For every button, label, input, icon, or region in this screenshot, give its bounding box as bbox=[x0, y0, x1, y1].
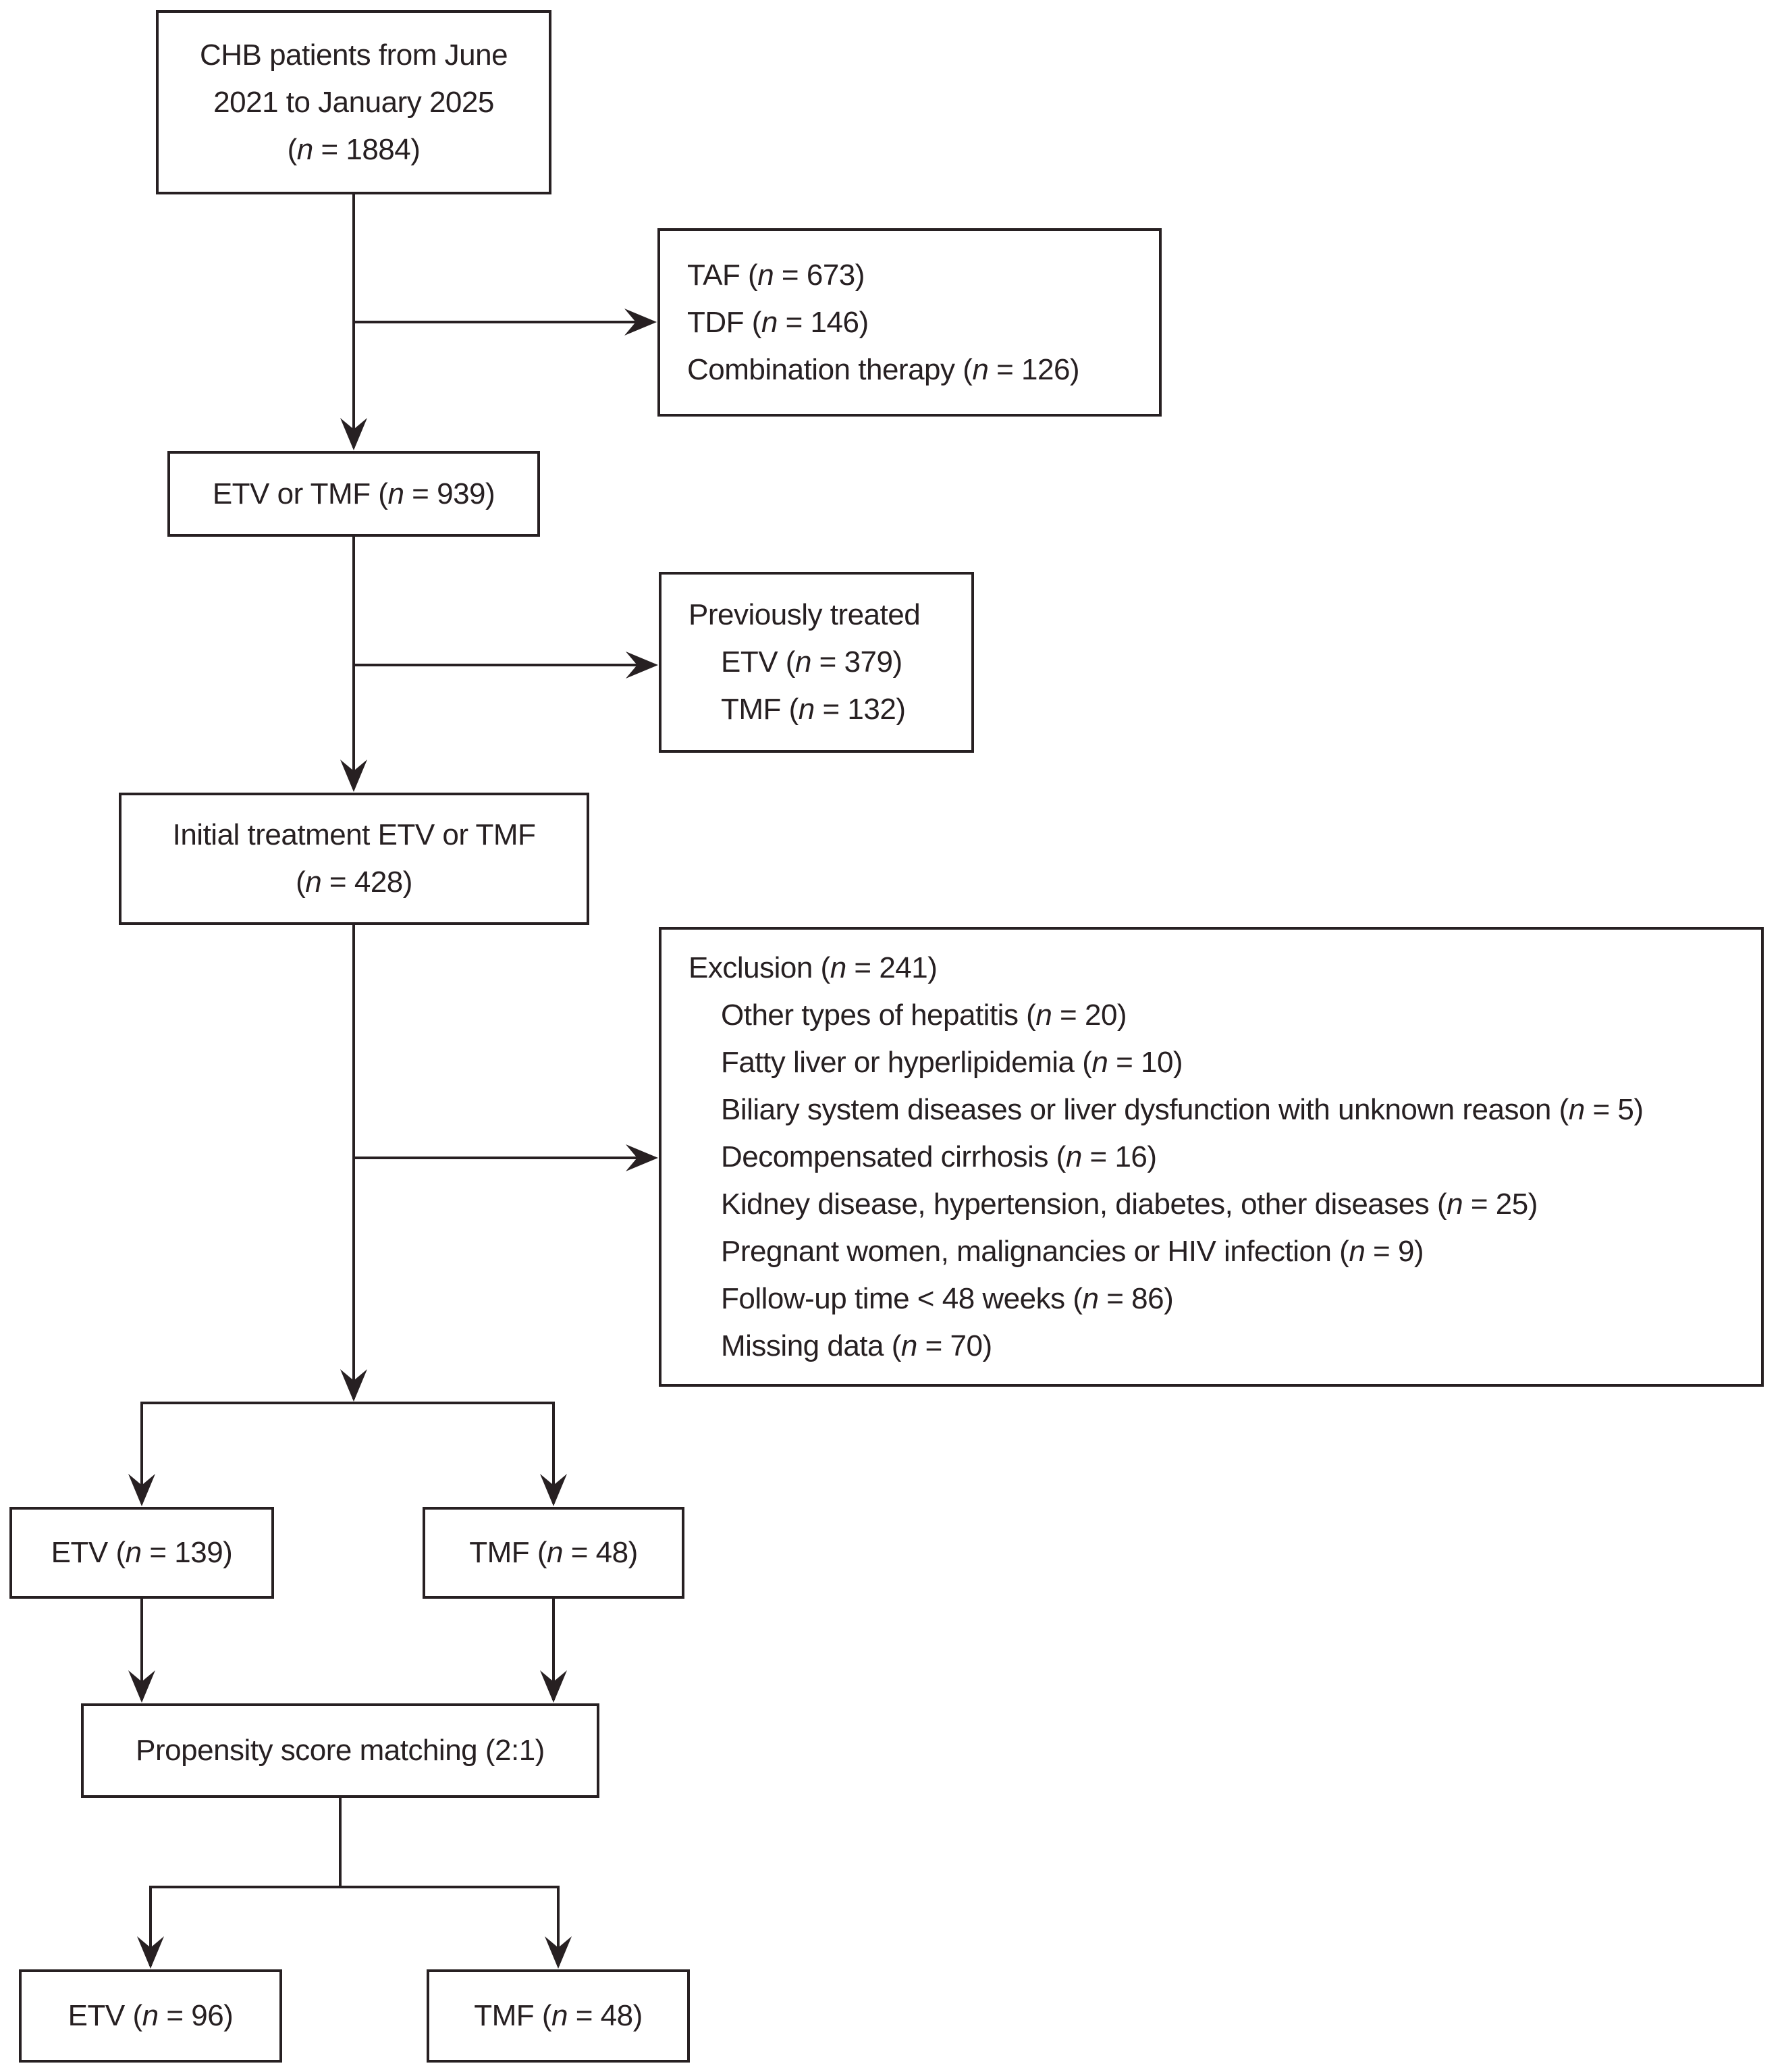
box-tmf-48-postmatch bbox=[427, 1969, 690, 2063]
label-text: = 16) bbox=[1081, 1140, 1157, 1173]
label-text: TMF ( bbox=[474, 1999, 552, 2032]
box-line bbox=[688, 1039, 1756, 1086]
label-text: Follow-up time < 48 weeks ( bbox=[721, 1281, 1083, 1315]
label-text: = 126) bbox=[988, 352, 1080, 386]
box-previously-treated bbox=[659, 572, 974, 753]
box-line bbox=[688, 639, 966, 686]
label-text: Combination therapy ( bbox=[687, 352, 973, 386]
label-text: = 1884) bbox=[313, 132, 421, 166]
n-variable: n bbox=[830, 951, 846, 984]
label-text: TDF ( bbox=[687, 305, 761, 339]
n-variable: n bbox=[1447, 1187, 1463, 1221]
label-text: ETV or TMF ( bbox=[212, 477, 388, 510]
box-initial-treatment bbox=[119, 793, 589, 925]
n-variable: n bbox=[551, 1999, 568, 2032]
label-text: Propensity score matching (2:1) bbox=[136, 1734, 545, 1767]
box-exclusion bbox=[659, 927, 1764, 1387]
box-diverted-therapy bbox=[657, 228, 1162, 417]
n-variable: n bbox=[547, 1536, 564, 1569]
label-text: = 139) bbox=[141, 1536, 233, 1569]
n-variable: n bbox=[900, 1329, 917, 1362]
label-text: Biliary system diseases or liver dysfunction with unknown reason ( bbox=[721, 1092, 1569, 1126]
n-variable: n bbox=[794, 645, 811, 679]
box-line bbox=[84, 1727, 597, 1774]
box-line bbox=[425, 1529, 682, 1576]
box-etv-139 bbox=[9, 1507, 274, 1599]
label-text: ( bbox=[296, 866, 306, 899]
box-line bbox=[688, 1275, 1756, 1323]
n-variable: n bbox=[757, 258, 774, 292]
label-text: = 96) bbox=[158, 1999, 234, 2032]
label-text: Previously treated bbox=[688, 598, 921, 631]
box-line bbox=[688, 1086, 1756, 1134]
label-text: = 379) bbox=[811, 645, 902, 679]
label-text: = 241) bbox=[846, 951, 938, 984]
box-line bbox=[170, 471, 537, 518]
label-text: = 10) bbox=[1108, 1045, 1183, 1079]
n-variable: n bbox=[1091, 1045, 1108, 1079]
label-text: Kidney disease, hypertension, diabetes, other diseases ( bbox=[721, 1187, 1447, 1221]
label-text: Initial treatment ETV or TMF bbox=[172, 818, 536, 851]
box-line bbox=[688, 1181, 1756, 1228]
n-variable: n bbox=[125, 1536, 142, 1569]
box-line bbox=[122, 859, 587, 906]
box-line bbox=[688, 1134, 1756, 1181]
n-variable: n bbox=[305, 866, 322, 899]
label-text: Pregnant women, malignancies or HIV infection ( bbox=[721, 1234, 1349, 1268]
label-text: Other types of hepatitis ( bbox=[721, 998, 1036, 1032]
label-text: ETV ( bbox=[51, 1536, 126, 1569]
label-text: = 146) bbox=[777, 305, 869, 339]
box-line bbox=[688, 686, 966, 733]
box-propensity-score-matching bbox=[81, 1703, 599, 1798]
label-text: TAF ( bbox=[687, 258, 758, 292]
n-variable: n bbox=[1035, 998, 1052, 1032]
box-tmf-48-prematch bbox=[423, 1507, 684, 1599]
label-text: = 673) bbox=[774, 258, 865, 292]
label-text: = 25) bbox=[1463, 1187, 1538, 1221]
box-line bbox=[159, 126, 549, 174]
label-text: = 86) bbox=[1098, 1281, 1174, 1315]
label-text: = 132) bbox=[814, 693, 906, 726]
label-text: 2021 to January 2025 bbox=[213, 85, 494, 119]
n-variable: n bbox=[1065, 1140, 1082, 1173]
box-line bbox=[159, 32, 549, 79]
n-variable: n bbox=[142, 1999, 159, 2032]
box-line bbox=[688, 591, 966, 639]
label-text: = 20) bbox=[1052, 998, 1127, 1032]
label-text: Decompensated cirrhosis ( bbox=[721, 1140, 1066, 1173]
label-text: = 9) bbox=[1365, 1234, 1424, 1268]
label-text: Fatty liver or hyperlipidemia ( bbox=[721, 1045, 1092, 1079]
label-text: = 939) bbox=[404, 477, 495, 510]
label-text: Exclusion ( bbox=[688, 951, 830, 984]
label-text: = 5) bbox=[1584, 1092, 1644, 1126]
box-line bbox=[687, 346, 1154, 394]
box-line bbox=[429, 1992, 687, 2040]
n-variable: n bbox=[296, 132, 313, 166]
n-variable: n bbox=[387, 477, 404, 510]
label-text: ETV ( bbox=[721, 645, 795, 679]
label-text: ( bbox=[287, 132, 297, 166]
label-text: = 48) bbox=[563, 1536, 638, 1569]
box-etv-96 bbox=[19, 1969, 282, 2063]
label-text: = 70) bbox=[917, 1329, 992, 1362]
box-line bbox=[688, 992, 1756, 1039]
n-variable: n bbox=[1568, 1092, 1585, 1126]
box-line bbox=[688, 1228, 1756, 1275]
n-variable: n bbox=[1082, 1281, 1099, 1315]
n-variable: n bbox=[761, 305, 778, 339]
box-line bbox=[122, 812, 587, 859]
label-text: Missing data ( bbox=[721, 1329, 901, 1362]
box-etv-or-tmf bbox=[167, 451, 540, 537]
label-text: CHB patients from June bbox=[199, 38, 508, 72]
box-line bbox=[159, 79, 549, 126]
box-line bbox=[688, 1323, 1756, 1370]
box-chb-patients bbox=[156, 10, 551, 194]
box-line bbox=[22, 1992, 279, 2040]
label-text: = 48) bbox=[568, 1999, 643, 2032]
label-text: TMF ( bbox=[469, 1536, 547, 1569]
box-line bbox=[687, 299, 1154, 346]
label-text: TMF ( bbox=[721, 693, 799, 726]
n-variable: n bbox=[972, 352, 989, 386]
n-variable: n bbox=[798, 693, 815, 726]
label-text: = 428) bbox=[321, 866, 412, 899]
label-text: ETV ( bbox=[68, 1999, 142, 2032]
n-variable: n bbox=[1349, 1234, 1366, 1268]
box-line bbox=[12, 1529, 271, 1576]
box-line bbox=[688, 945, 1756, 992]
box-line bbox=[687, 252, 1154, 299]
